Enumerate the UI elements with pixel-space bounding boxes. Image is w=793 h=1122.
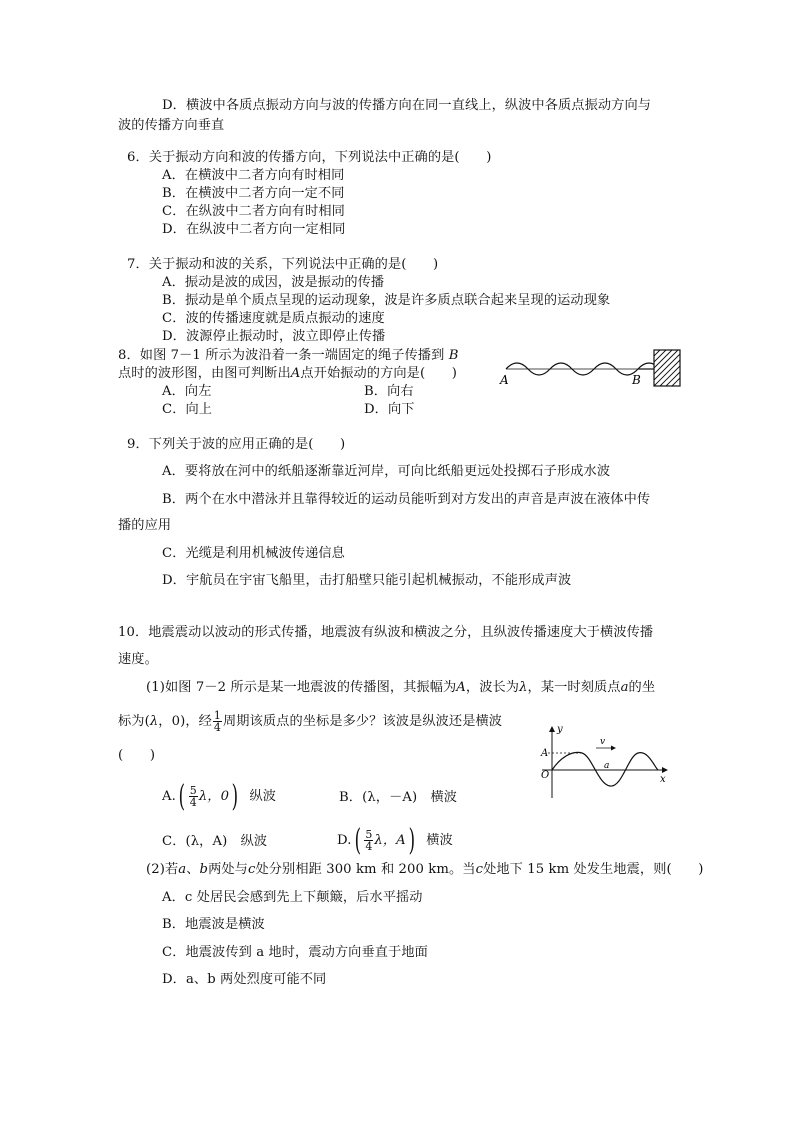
- q10-part2-option-b: B．地震波是横波: [162, 917, 265, 932]
- fig2-velocity-arrow: [611, 746, 616, 751]
- q10-opt-a-fraction: [189, 785, 198, 808]
- fig2-y-arrow: [549, 726, 555, 732]
- q10-fraction-quarter: [213, 710, 222, 733]
- fig2-label-x: x: [660, 774, 666, 785]
- q8-line2-point-a: A: [290, 366, 301, 381]
- fraction-numerator: 5: [189, 784, 197, 797]
- q10-opt-a-rparen: ): [231, 778, 239, 814]
- q10-part1-blank: ( ): [118, 748, 156, 763]
- q10-opt-a-type: 纵波: [249, 789, 277, 804]
- q10-p1-text-3: ，某一时刻质点: [527, 680, 621, 695]
- q10-p4-b: b: [199, 862, 209, 877]
- q10-p2-text-2: ，0)，经: [158, 714, 212, 729]
- fig2-x-arrow: [662, 767, 668, 773]
- fraction-numerator: 1: [213, 709, 222, 722]
- q10-opt-d-inner: λ，A: [374, 833, 406, 848]
- q10-opt-d-fraction: [364, 829, 373, 852]
- q10-p4-c-2: c: [475, 862, 484, 877]
- q7-option-d: D．波源停止振动时，波立即停止传播: [162, 329, 386, 344]
- q10-opt-a-inner: λ，0: [198, 789, 230, 804]
- q8-stem-point-b: B: [448, 348, 459, 363]
- q9-option-c: C．光缆是利用机械波传递信息: [162, 546, 345, 561]
- q10-part2-stem: (2)若a、b两处与c处分别相距 300 km 和 200 km。当c处地下 15 km 处发生地震，则( ): [146, 862, 704, 877]
- fig2-label-origin: O: [541, 770, 550, 781]
- q6-option-d: D．在纵波中二者方向一定相同: [162, 222, 346, 237]
- q8-option-a: A．向左: [162, 384, 212, 399]
- q10-p4-text-1: (2)若: [146, 862, 179, 877]
- q10-opt-d-rparen: ): [408, 822, 415, 858]
- q10-opt-d-type: 横波: [426, 833, 453, 848]
- q10-p2-text-1: 标为(: [118, 714, 150, 729]
- q10-option-a: [162, 778, 277, 814]
- q10-stem-line2: 速度。: [118, 652, 158, 667]
- q10-opt-d-lparen: (: [354, 822, 361, 858]
- q10-part2-option-a: A．c 处居民会感到先上下颠簸，后水平摇动: [162, 890, 423, 905]
- q10-part1-line2: [118, 710, 502, 734]
- q10-p4-text-4: 处地下 15 km 处发生地震，则( ): [483, 862, 704, 877]
- q8-line2-pre: 点时的波形图，由图可判断出: [118, 366, 291, 381]
- q9-option-d: D．宇航员在宇宙飞船里，击打船壁只能引起机械振动，不能形成声波: [162, 573, 572, 588]
- q8-option-c: C．向上: [162, 402, 213, 417]
- q10-p1-text-2: ，波长为: [465, 680, 520, 695]
- q10-p1-text-4: 的坐: [628, 680, 656, 695]
- q6-option-a: A．在横波中二者方向有时相同: [162, 168, 345, 183]
- fraction-denominator: 4: [213, 721, 222, 734]
- q7-option-b: B．振动是单个质点呈现的运动现象，波是许多质点联合起来呈现的运动现象: [162, 293, 611, 308]
- q10-p1-wavelength: λ: [519, 680, 528, 695]
- q10-option-b: B．(λ，－A) 横波: [339, 790, 458, 805]
- q8-stem-line1: [118, 348, 458, 364]
- q10-p4-c: c: [247, 862, 256, 877]
- q10-p2-lambda: λ: [149, 714, 159, 729]
- figure-7-2-seismic-wave: [528, 722, 688, 800]
- q10-p4-a: a: [178, 862, 187, 877]
- q5-option-d-line1: D．横波中各质点振动方向与波的传播方向在同一直线上，纵波中各质点振动方向与: [162, 98, 652, 113]
- figure-7-1-rope-wave: [498, 346, 684, 388]
- q10-opt-d-prefix: D.: [337, 833, 352, 848]
- q8-line2-post: 点开始振动的方向是( ): [300, 366, 458, 381]
- q8-option-b: B．向右: [364, 384, 414, 399]
- q6-stem: 6．关于振动方向和波的传播方向，下列说法中正确的是( ): [127, 150, 492, 165]
- fig2-label-v: v: [600, 737, 606, 747]
- q10-part1-line1: [146, 680, 655, 696]
- q10-p1-text-1: (1)如图 7－2 所示是某一地震波的传播图，其振幅为: [146, 680, 457, 695]
- q10-p4-text-3: 处分别相距 300 km 和 200 km。当: [255, 862, 476, 877]
- fraction-numerator: 5: [365, 828, 373, 841]
- q5-option-d-line2: 波的传播方向垂直: [118, 118, 225, 133]
- q10-p4-text-2: 两处与: [208, 862, 248, 877]
- fig2-label-point-a: a: [604, 761, 610, 771]
- q10-opt-a-lparen: (: [178, 778, 186, 814]
- q10-p1-point-a: a: [620, 680, 629, 695]
- q8-stem-line2: [118, 366, 457, 382]
- q10-p2-text-3: 周期该质点的坐标是多少？该波是纵波还是横波: [223, 714, 503, 729]
- q10-option-d: [337, 822, 453, 858]
- fig1-label-a: A: [500, 373, 509, 387]
- q10-option-c: C．(λ，A) 纵波: [162, 834, 268, 849]
- q10-stem-line1: 10．地震震动以波动的形式传播，地震波有纵波和横波之分，且纵波传播速度大于横波传播: [118, 625, 654, 640]
- q8-stem-text: 8．如图 7－1 所示为波沿着一条一端固定的绳子传播到: [118, 348, 445, 363]
- q9-stem: 9．下列关于波的应用正确的是( ): [127, 437, 346, 452]
- q7-stem: 7．关于振动和波的关系，下列说法中正确的是( ): [127, 257, 439, 272]
- fraction-denominator: 4: [365, 840, 373, 853]
- fig2-label-amplitude: A: [541, 748, 549, 759]
- fig1-label-b: B: [632, 373, 641, 387]
- q10-p1-amplitude: A: [456, 680, 466, 695]
- q6-option-c: C．在纵波中二者方向有时相同: [162, 204, 345, 219]
- q10-part2-option-c: C．地震波传到 a 地时，震动方向垂直于地面: [162, 945, 428, 960]
- fig2-label-y: y: [557, 724, 563, 735]
- q7-option-c: C．波的传播速度就是质点振动的速度: [162, 311, 385, 326]
- q9-option-a: A．要将放在河中的纸船逐渐靠近河岸，可向比纸船更远处投掷石子形成水波: [162, 464, 611, 479]
- q7-option-a: A．振动是波的成因，波是振动的传播: [162, 275, 385, 290]
- q10-part2-option-d: D．a、b 两处烈度可能不同: [162, 972, 327, 987]
- fraction-denominator: 4: [189, 796, 197, 809]
- q8-option-d: D．向下: [364, 402, 415, 417]
- q10-opt-a-prefix: A.: [162, 789, 176, 804]
- q9-option-b-line1: B．两个在水中潜泳并且靠得较近的运动员能听到对方发出的声音是声波在液体中传: [162, 492, 651, 507]
- q6-option-b: B．在横波中二者方向一定不同: [162, 186, 345, 201]
- q9-option-b-line2: 播的应用: [118, 518, 172, 533]
